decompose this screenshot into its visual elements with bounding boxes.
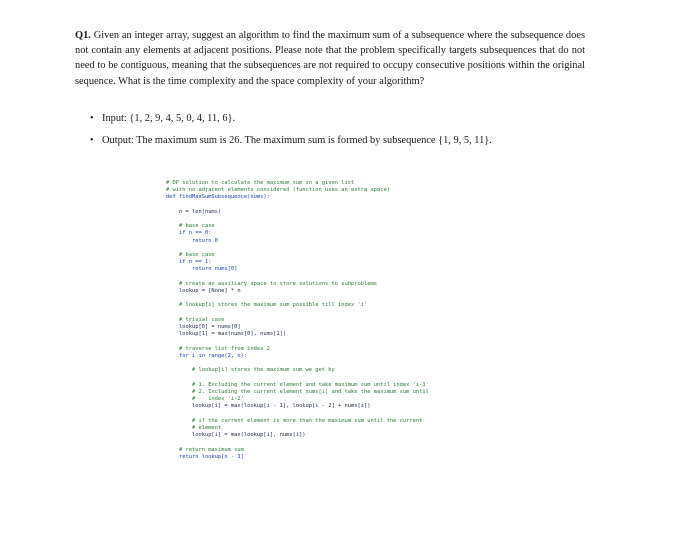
question-number: Q1. xyxy=(75,30,91,41)
code-line: # index 'i-2' xyxy=(166,396,244,403)
code-line: if n == 0: xyxy=(166,230,212,237)
code-line: # create an auxiliary space to store solutions to subproblems xyxy=(166,280,377,287)
code-line: # traverse list from index 2 xyxy=(166,345,270,352)
code-screenshot xyxy=(158,172,458,501)
code-line: lookup[i] = max(lookup[i], nums[i]) xyxy=(166,432,306,439)
bullet-icon: • xyxy=(90,135,94,146)
code-line: return nums[0] xyxy=(166,266,238,273)
question-paragraph xyxy=(75,28,585,89)
code-line: # DP solution to calculate the maximum sum in a given list xyxy=(166,180,355,186)
code-line: def findMaxSumSubsequence(nums): xyxy=(166,194,270,201)
code-line: lookup[i] = max(lookup[i - 1], lookup[i - 2] + nums[i]) xyxy=(166,403,371,410)
code-line: # 1. Excluding the current element and take maximum sum until index 'i-1' xyxy=(166,381,429,388)
code-line: return lookup[n - 1] xyxy=(166,453,244,460)
code-line: lookup[0] = nums[0] xyxy=(166,324,241,331)
code-line: # 2. Including the current element nums[i] and take the maximum sum until xyxy=(166,388,429,395)
code-line: n = len(nums) xyxy=(166,208,222,215)
code-line: lookup[1] = max(nums[0], nums[1]) xyxy=(166,331,287,338)
code-line: # with no adjacent elements considered (function uses an extra space) xyxy=(166,187,390,194)
code-line: if n == 1: xyxy=(166,259,212,266)
list-item xyxy=(90,134,590,156)
input-example: Input: {1, 2, 9, 4, 5, 0, 4, 11, 6}. xyxy=(102,113,236,124)
code-block xyxy=(166,180,429,461)
code-line: # lookup[i] stores the maximum sum possible till index 'i' xyxy=(166,302,368,309)
code-line: # base case xyxy=(166,223,215,230)
code-line: for i in range(2, n): xyxy=(166,352,248,359)
code-line: # if the current element is more than the maximum sum until the current xyxy=(166,417,423,424)
code-line: # element xyxy=(166,424,222,431)
code-line: # lookup[i] stores the maximum sum we get by xyxy=(166,367,335,374)
output-example: Output: The maximum sum is 26. The maximum sum is formed by subsequence {1, 9, 5, 11}. xyxy=(102,135,492,146)
code-line: # return maximum sum xyxy=(166,446,244,453)
bullet-icon: • xyxy=(90,113,94,124)
code-line: lookup = [None] * n xyxy=(166,288,241,295)
code-line: # base case xyxy=(166,252,215,259)
code-line: return 0 xyxy=(166,237,218,244)
example-list xyxy=(90,112,590,156)
code-line: # trivial case xyxy=(166,316,225,323)
list-item xyxy=(90,112,590,134)
question-text: Given an integer array, suggest an algorithm to find the maximum sum of a subsequence where the subsequence does not contain any elements at adjacent positions. Please note that the problem specifically targets subsequences that do not need to be contiguous, meaning that the subsequences are not required to occupy consecutive positions within the original sequence. What is the time complexity and the space complexity of your algorithm? xyxy=(75,30,585,87)
